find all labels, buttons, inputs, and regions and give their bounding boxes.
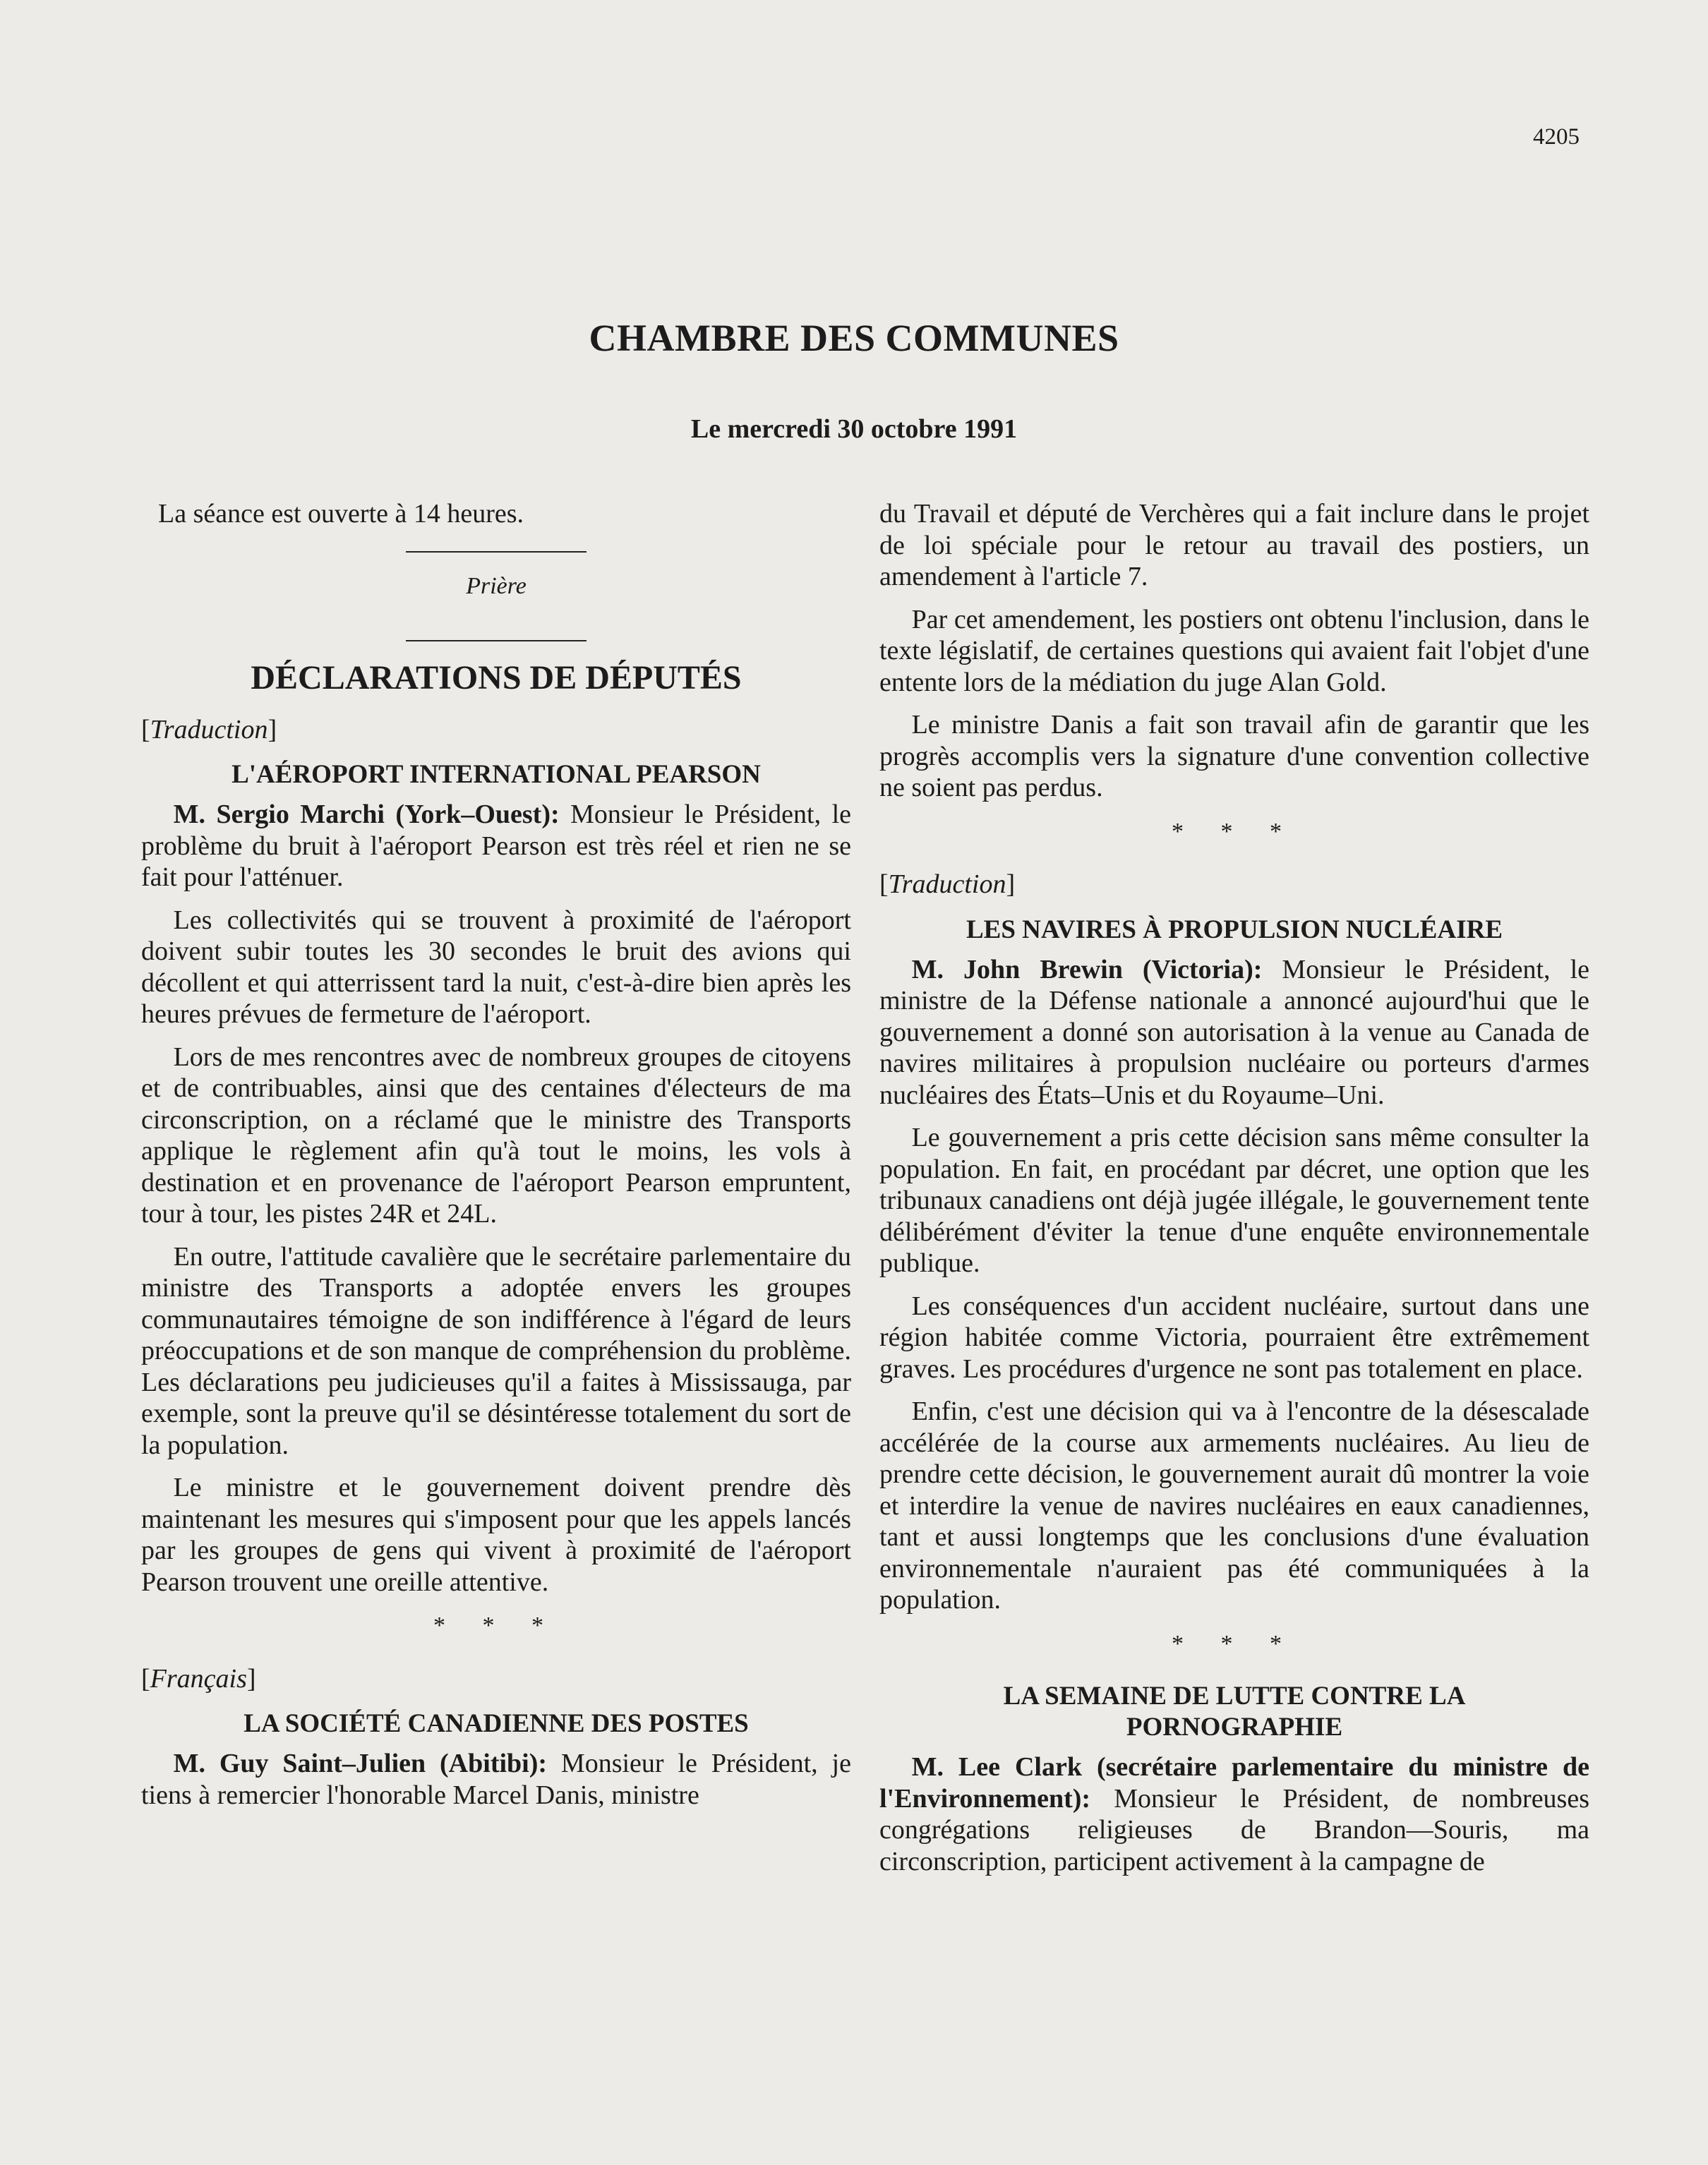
paragraph (879, 1751, 1589, 1877)
paragraph (879, 954, 1589, 1111)
language-tag: [Traduction] (879, 869, 1016, 899)
right-column (879, 498, 1589, 1888)
speaker-name: M. Guy Saint–Julien (Abitibi): (173, 1749, 548, 1778)
statement-heading: LA SOCIÉTÉ CANADIENNE DES POSTES (243, 1709, 749, 1738)
heading-line: LA SEMAINE DE LUTTE CONTRE LA (1003, 1682, 1466, 1711)
paragraph: Le ministre Danis a fait son travail afin de garantir que les progrès accomplis vers la signature d'une convention collective ne soient pas perdus. (879, 710, 1589, 802)
page-title: CHAMBRE DES COMMUNES (589, 317, 1119, 359)
language-tag: [Traduction] (141, 714, 277, 744)
statement-heading: L'AÉROPORT INTERNATIONAL PEARSON (231, 760, 761, 789)
section-separator: * * * (1172, 818, 1297, 845)
paragraph (141, 1748, 851, 1811)
opening-line: La séance est ouverte à 14 heures. (158, 499, 524, 529)
divider-rule (406, 640, 587, 641)
section-title: DÉCLARATIONS DE DÉPUTÉS (251, 659, 742, 696)
paragraph: Le gouvernement a pris cette décision sans même consulter la population. En fait, en procédant par décret, une option que les tribunaux canadiens ont déjà jugée illégale, le gouvernement tente délibérément d'éviter la tenue d'une enquête environnementale publique. (879, 1123, 1589, 1278)
paragraph (141, 799, 851, 893)
divider-rule (406, 551, 587, 553)
paragraph: Les collectivités qui se trouvent à proximité de l'aéroport doivent subir toutes les 30 secondes le bruit des avions qui décollent et qui atterrissent tard la nuit, c'est-à-dire bien après les heures prévues de fermeture de l'aéroport. (141, 905, 851, 1029)
heading-line: PORNOGRAPHIE (1126, 1713, 1343, 1742)
paragraph: Lors de mes rencontres avec de nombreux groupes de citoyens et de contribuables, ainsi que des centaines d'électeurs de ma circonscription, on a réclamé que le ministre des Transports applique le règlement afin qu'à tout le moins, les vols à destination et en provenance de l'aéroport Pearson empruntent, tour à tour, les pistes 24R et 24L. (141, 1042, 851, 1229)
language-tag-text: Français (150, 1663, 247, 1694)
paragraph: Enfin, c'est une décision qui va à l'encontre de la désescalade accélérée de la course aux armements nucléaires. Au lieu de prendre cette décision, le gouvernement aurait dû montrer la voie et interdire la venue de navires nucléaires en eaux canadiennes, tant et aussi longtemps que les conclusions d'une évaluation environnementale n'auraient pas été communiquées à la population. (879, 1397, 1589, 1615)
left-column (141, 498, 851, 1822)
speaker-name: M. Sergio Marchi (York–Ouest): (173, 800, 560, 829)
language-tag-text: Traduction (150, 714, 268, 744)
paragraph: En outre, l'attitude cavalière que le secrétaire parlementaire du ministre des Transports a adoptée envers les groupes communautaires témoigne de son indifférence à l'égard de leurs préoccupations et de son manque de compréhension du problème. Les déclarations peu judicieuses qu'il a faites à Mississauga, par exemple, sont la preuve qu'il se désintéresse totalement du sort de la population. (141, 1241, 851, 1460)
paragraph-text: Monsieur le Président, le ministre de la Défense nationale a annoncé aujourd'hui que le gouvernement a donné son autorisation à la venue au Canada de navires militaires à propulsion nucléaire ou porteurs d'armes nucléaires des États–Unis et du Royaume–Uni. (879, 954, 1589, 1110)
paragraph: Par cet amendement, les postiers ont obtenu l'inclusion, dans le texte législatif, de certaines questions qui avaient fait l'objet d'une entente lors de la médiation du juge Alan Gold. (879, 604, 1589, 697)
paragraph-text: Monsieur le Président, de nombreuses congrégations religieuses de Brandon—Souris, ma circonscription, participent activement à la campagne de (879, 1783, 1589, 1876)
paragraph: Les conséquences d'un accident nucléaire, surtout dans une région habitée comme Victoria, pourraient être extrêmement graves. Les procédures d'urgence ne sont pas totalement en place. (879, 1291, 1589, 1384)
paragraph: du Travail et député de Verchères qui a fait inclure dans le projet de loi spéciale pour le retour au travail des postiers, un amendement à l'article 7. (879, 499, 1589, 591)
language-tag-text: Traduction (888, 869, 1006, 899)
statement-heading (879, 1681, 1589, 1743)
paragraph-text: Monsieur le Président, je tiens à remercier l'honorable Marcel Danis, ministre (141, 1749, 851, 1810)
statement-heading: LES NAVIRES À PROPULSION NUCLÉAIRE (966, 915, 1503, 944)
speaker-name: M. Lee Clark (secrétaire parlementaire du ministre de l'Environnement): (879, 1752, 1589, 1814)
section-separator: * * * (433, 1612, 559, 1639)
paragraph: Le ministre et le gouvernement doivent prendre dès maintenant les mesures qui s'imposent pour que les appels lancés par les groupes de gens qui vivent à proximité de l'aéroport Pearson trouvent une oreille attentive. (141, 1473, 851, 1597)
speaker-name: M. John Brewin (Victoria): (911, 954, 1263, 984)
paragraph-text: Monsieur le Président, le problème du bruit à l'aéroport Pearson est très réel et rien ne se fait pour l'atténuer. (141, 800, 851, 892)
sitting-date: Le mercredi 30 octobre 1991 (690, 414, 1018, 444)
section-separator: * * * (1172, 1630, 1297, 1657)
language-tag: [Français] (141, 1663, 256, 1694)
prayer-heading: Prière (466, 572, 527, 599)
page-number: 4205 (1533, 124, 1580, 150)
